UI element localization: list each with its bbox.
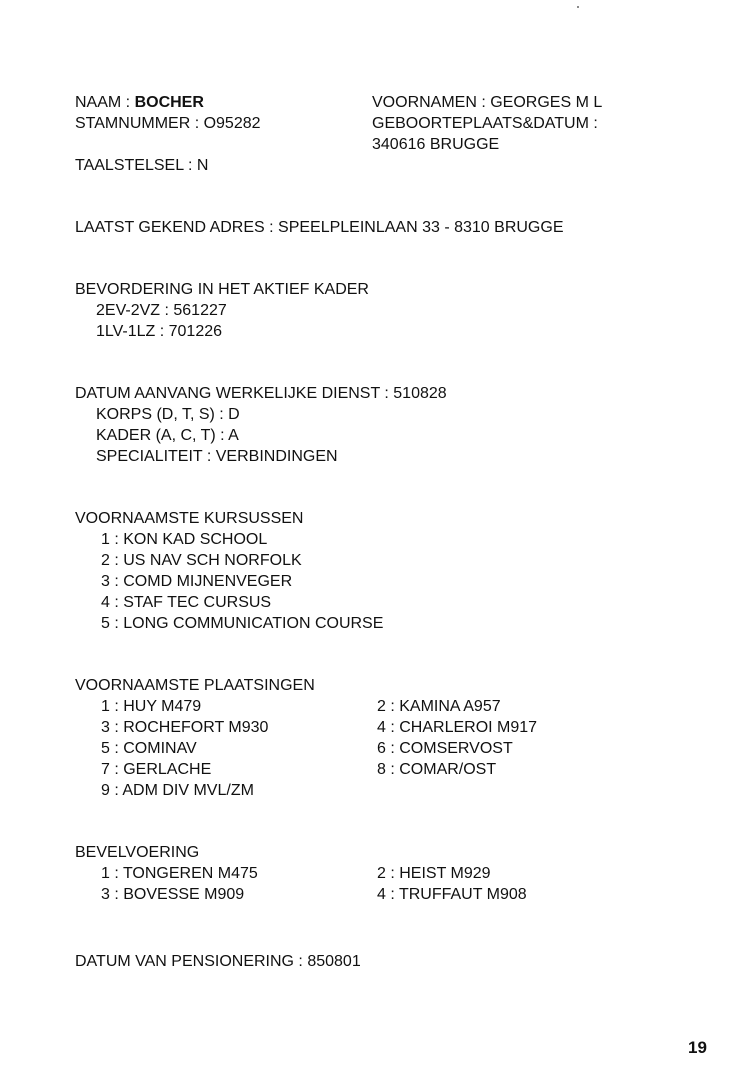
- plaatsing-item: 2 : KAMINA A957: [377, 698, 501, 715]
- stamnummer: STAMNUMMER : O95282: [75, 115, 261, 132]
- plaatsing-item: 9 : ADM DIV MVL/ZM: [101, 782, 254, 799]
- dienst-item: KORPS (D, T, S) : D: [96, 406, 240, 423]
- plaatsing-item: 6 : COMSERVOST: [377, 740, 513, 757]
- bevelvoering-item: 1 : TONGEREN M475: [101, 865, 258, 882]
- adres: LAATST GEKEND ADRES : SPEELPLEINLAAN 33 - 8310 BRUGGE: [75, 219, 564, 236]
- bevordering-item: 2EV-2VZ : 561227: [96, 302, 227, 319]
- dienst-item: KADER (A, C, T) : A: [96, 427, 239, 444]
- kursus-item: 2 : US NAV SCH NORFOLK: [101, 552, 302, 569]
- plaatsingen-title: VOORNAAMSTE PLAATSINGEN: [75, 677, 315, 694]
- kursus-item: 3 : COMD MIJNENVEGER: [101, 573, 293, 590]
- kursus-item: 4 : STAF TEC CURSUS: [101, 594, 272, 611]
- bevelvoering-item: 3 : BOVESSE M909: [101, 886, 245, 903]
- page-number: 19: [688, 1038, 707, 1057]
- plaatsing-item: 1 : HUY M479: [101, 698, 202, 715]
- plaatsing-item: 3 : ROCHEFORT M930: [101, 719, 269, 736]
- plaatsing-item: 8 : COMAR/OST: [377, 761, 497, 778]
- bevelvoering-title: BEVELVOERING: [75, 844, 200, 861]
- dienst-item: SPECIALITEIT : VERBINDINGEN: [96, 448, 338, 465]
- bevordering-title: BEVORDERING IN HET AKTIEF KADER: [75, 281, 369, 298]
- voornamen: VOORNAMEN : GEORGES M L: [372, 94, 603, 111]
- naam-label: NAAM :: [75, 94, 135, 111]
- plaatsing-item: 4 : CHARLEROI M917: [377, 719, 538, 736]
- taalstelsel: TAALSTELSEL : N: [75, 157, 209, 174]
- kursus-item: 5 : LONG COMMUNICATION COURSE: [101, 615, 384, 632]
- bevordering-item: 1LV-1LZ : 701226: [96, 323, 223, 340]
- scan-speck: [577, 6, 579, 8]
- naam-line: [75, 92, 204, 113]
- dienst-title: DATUM AANVANG WERKELIJKE DIENST : 510828: [75, 385, 447, 402]
- naam-value: BOCHER: [134, 94, 204, 111]
- kursussen-title: VOORNAAMSTE KURSUSSEN: [75, 510, 304, 527]
- pensionering: DATUM VAN PENSIONERING : 850801: [75, 953, 361, 970]
- geboorte-label: GEBOORTEPLAATS&DATUM :: [372, 115, 598, 132]
- bevelvoering-item: 2 : HEIST M929: [377, 865, 491, 882]
- bevelvoering-item: 4 : TRUFFAUT M908: [377, 886, 527, 903]
- kursus-item: 1 : KON KAD SCHOOL: [101, 531, 268, 548]
- geboorte-value: 340616 BRUGGE: [372, 136, 500, 153]
- plaatsing-item: 7 : GERLACHE: [101, 761, 212, 778]
- plaatsing-item: 5 : COMINAV: [101, 740, 197, 757]
